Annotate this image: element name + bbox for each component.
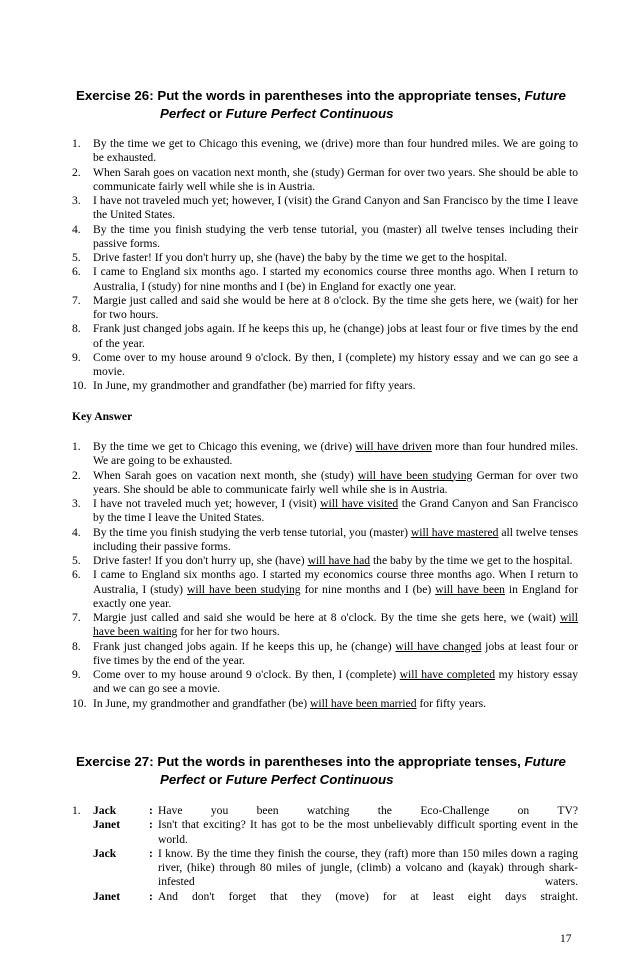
dialogue-text: Have you been watching the Eco-Challenge on TV? [158, 804, 578, 817]
item-number: 8. [72, 322, 81, 336]
dialogue-text: I know. By the time they finish the course, they (raft) more than 150 miles down a raging river, (hike) through 80 miles of jungle, (climb) a volcano and (kayak) through shark-infested waters. [158, 846, 578, 889]
item-number: 6. [72, 265, 81, 279]
answer-underlined: will have changed [395, 639, 482, 653]
item-number: 9. [72, 668, 81, 681]
speaker-colon: : [149, 889, 153, 903]
item-number: 10. [72, 379, 87, 393]
item-text: Drive faster! If you don't hurry up, she (have) will have had the baby by the time we get to the hospital. [93, 554, 573, 567]
title-italic: Future [524, 88, 566, 103]
answer-underlined: will have completed [399, 668, 496, 681]
title-text: or [205, 772, 226, 787]
item-text: By the time we get to Chicago this evening, we (drive) more than four hundred miles. We are going to be exhausted. [93, 137, 578, 165]
answer-underlined: will have been waiting [93, 611, 578, 639]
item-text: By the time we get to Chicago this evening, we (drive) will have driven more than four hundred miles. We are going to be exhausted. [93, 440, 578, 468]
item-text: I came to England six months ago. I started my economics course three months ago. When I return to Australia, I (study) for nine months and I (be) in England for exactly one year. [93, 265, 578, 293]
item-number: 1. [72, 440, 81, 453]
key-answer-heading: Key Answer [72, 410, 133, 423]
title-text: or [205, 106, 226, 121]
list-item [72, 265, 578, 294]
answer-underlined: will have visited [320, 497, 399, 510]
item-text: Drive faster! If you don't hurry up, she (have) the baby by the time we get to the hospital. [93, 251, 508, 264]
item-text: By the time you finish studying the verb tense tutorial, you (master) all twelve tenses including their passive forms. [93, 222, 578, 250]
title-italic: Perfect [160, 106, 206, 121]
title-text: Exercise 26: Put the words in parentheses into the appropriate tenses, [76, 88, 525, 103]
item-text: Come over to my house around 9 o'clock. By then, I (complete) my history essay and we can go see a movie. [93, 350, 578, 378]
title-italic: Future Perfect Continuous [225, 772, 394, 787]
title-italic: Future Perfect Continuous [225, 106, 394, 121]
item-text: Margie just called and said she would be here at 8 o'clock. By the time she gets here, we (wait) for her for two hours. [93, 293, 578, 321]
dialogue-line [72, 890, 578, 904]
exercise-27-dialogue [72, 804, 578, 904]
list-item [72, 251, 578, 265]
answer-underlined: will have had [307, 554, 371, 567]
dialogue-line [72, 804, 578, 818]
list-item [72, 526, 578, 555]
exercise-26-list [72, 137, 578, 394]
item-number: 6. [72, 568, 81, 582]
item-number: 8. [72, 639, 81, 653]
list-item [72, 697, 578, 711]
list-item [72, 568, 578, 611]
answer-underlined: will have been studying [357, 468, 473, 482]
speaker-name: Jack [93, 804, 117, 817]
speaker-colon: : [149, 804, 153, 817]
item-number: 10. [72, 696, 87, 710]
list-item [72, 379, 578, 393]
answer-underlined: will have driven [355, 440, 432, 453]
exercise-27-title [76, 753, 586, 789]
item-number: 7. [72, 611, 81, 624]
page-number: 17 [560, 932, 572, 945]
list-item [72, 611, 578, 640]
speaker-name: Janet [93, 889, 121, 903]
item-text: In June, my grandmother and grandfather (be) married for fifty years. [93, 379, 416, 393]
item-text: In June, my grandmother and grandfather (be) will have been married for fifty years. [93, 696, 487, 710]
item-text: Frank just changed jobs again. If he keeps this up, he (change) will have changed jobs at least four or five times by the end of the year. [93, 639, 579, 667]
list-item [72, 668, 578, 697]
item-number: 5. [72, 554, 81, 567]
item-text: By the time you finish studying the verb tense tutorial, you (master) will have mastered all twelve tenses including their passive forms. [93, 525, 578, 553]
item-text: I have not traveled much yet; however, I (visit) will have visited the Grand Canyon and San Francisco by the time I leave the United States. [93, 497, 578, 525]
dialogue-text: And don't forget that they (move) for at least eight days straight. [158, 889, 578, 903]
list-item [72, 194, 578, 223]
list-item [72, 351, 578, 380]
item-number: 9. [72, 350, 81, 364]
dialogue-line [72, 818, 578, 847]
item-text: I came to England six months ago. I started my economics course three months ago. When I return to Australia, I (study) will have been studying for nine months and I (be) will have been in England for exactly one year. [93, 568, 578, 610]
list-item [72, 137, 578, 166]
item-text: I have not traveled much yet; however, I (visit) the Grand Canyon and San Francisco by the time I leave the United States. [93, 194, 578, 222]
title-text: Exercise 27: Put the words in parentheses into the appropriate tenses, [76, 754, 525, 769]
list-item [72, 223, 578, 252]
item-number: 1. [72, 804, 81, 817]
item-number: 2. [72, 165, 81, 179]
item-number: 1. [72, 137, 81, 150]
item-number: 7. [72, 293, 81, 307]
list-item [72, 554, 578, 568]
item-number: 3. [72, 194, 81, 207]
item-number: 3. [72, 497, 81, 510]
item-text: Margie just called and said she would be here at 8 o'clock. By the time she gets here, we (wait) will have been waiting for her for two hours. [93, 611, 578, 639]
item-text: Come over to my house around 9 o'clock. By then, I (complete) will have completed my history essay and we can go see a movie. [93, 668, 578, 696]
item-text: When Sarah goes on vacation next month, she (study) German for over two years. She should be able to communicate fairly well while she is in Austria. [93, 165, 578, 193]
item-number: 4. [72, 525, 81, 539]
answer-underlined: will have been [435, 582, 505, 596]
key-answer-list [72, 440, 578, 711]
exercise-26-title [76, 87, 586, 123]
speaker-name: Janet [93, 818, 121, 832]
speaker-name: Jack [93, 846, 117, 860]
list-item [72, 640, 578, 669]
title-italic: Perfect [160, 772, 206, 787]
item-number: 5. [72, 251, 81, 264]
answer-underlined: will have been married [309, 696, 417, 710]
title-italic: Future [524, 754, 566, 769]
list-item [72, 322, 578, 351]
answer-underlined: will have been studying [186, 582, 301, 596]
speaker-colon: : [149, 818, 153, 832]
answer-underlined: will have mastered [410, 525, 499, 539]
list-item [72, 469, 578, 498]
list-item [72, 497, 578, 526]
dialogue-line [72, 847, 578, 890]
item-number: 4. [72, 222, 81, 236]
dialogue-text: Isn't that exciting? It has got to be the most unbelievably difficult sporting event in the world. [158, 818, 578, 846]
speaker-colon: : [149, 846, 153, 860]
item-number: 2. [72, 468, 81, 482]
list-item [72, 294, 578, 323]
list-item [72, 440, 578, 469]
item-text: Frank just changed jobs again. If he keeps this up, he (change) jobs at least four or five times by the end of the year. [93, 322, 578, 350]
item-text: When Sarah goes on vacation next month, she (study) will have been studying German for over two years. She should be able to communicate fairly well while she is in Austria. [93, 468, 578, 496]
list-item [72, 166, 578, 195]
